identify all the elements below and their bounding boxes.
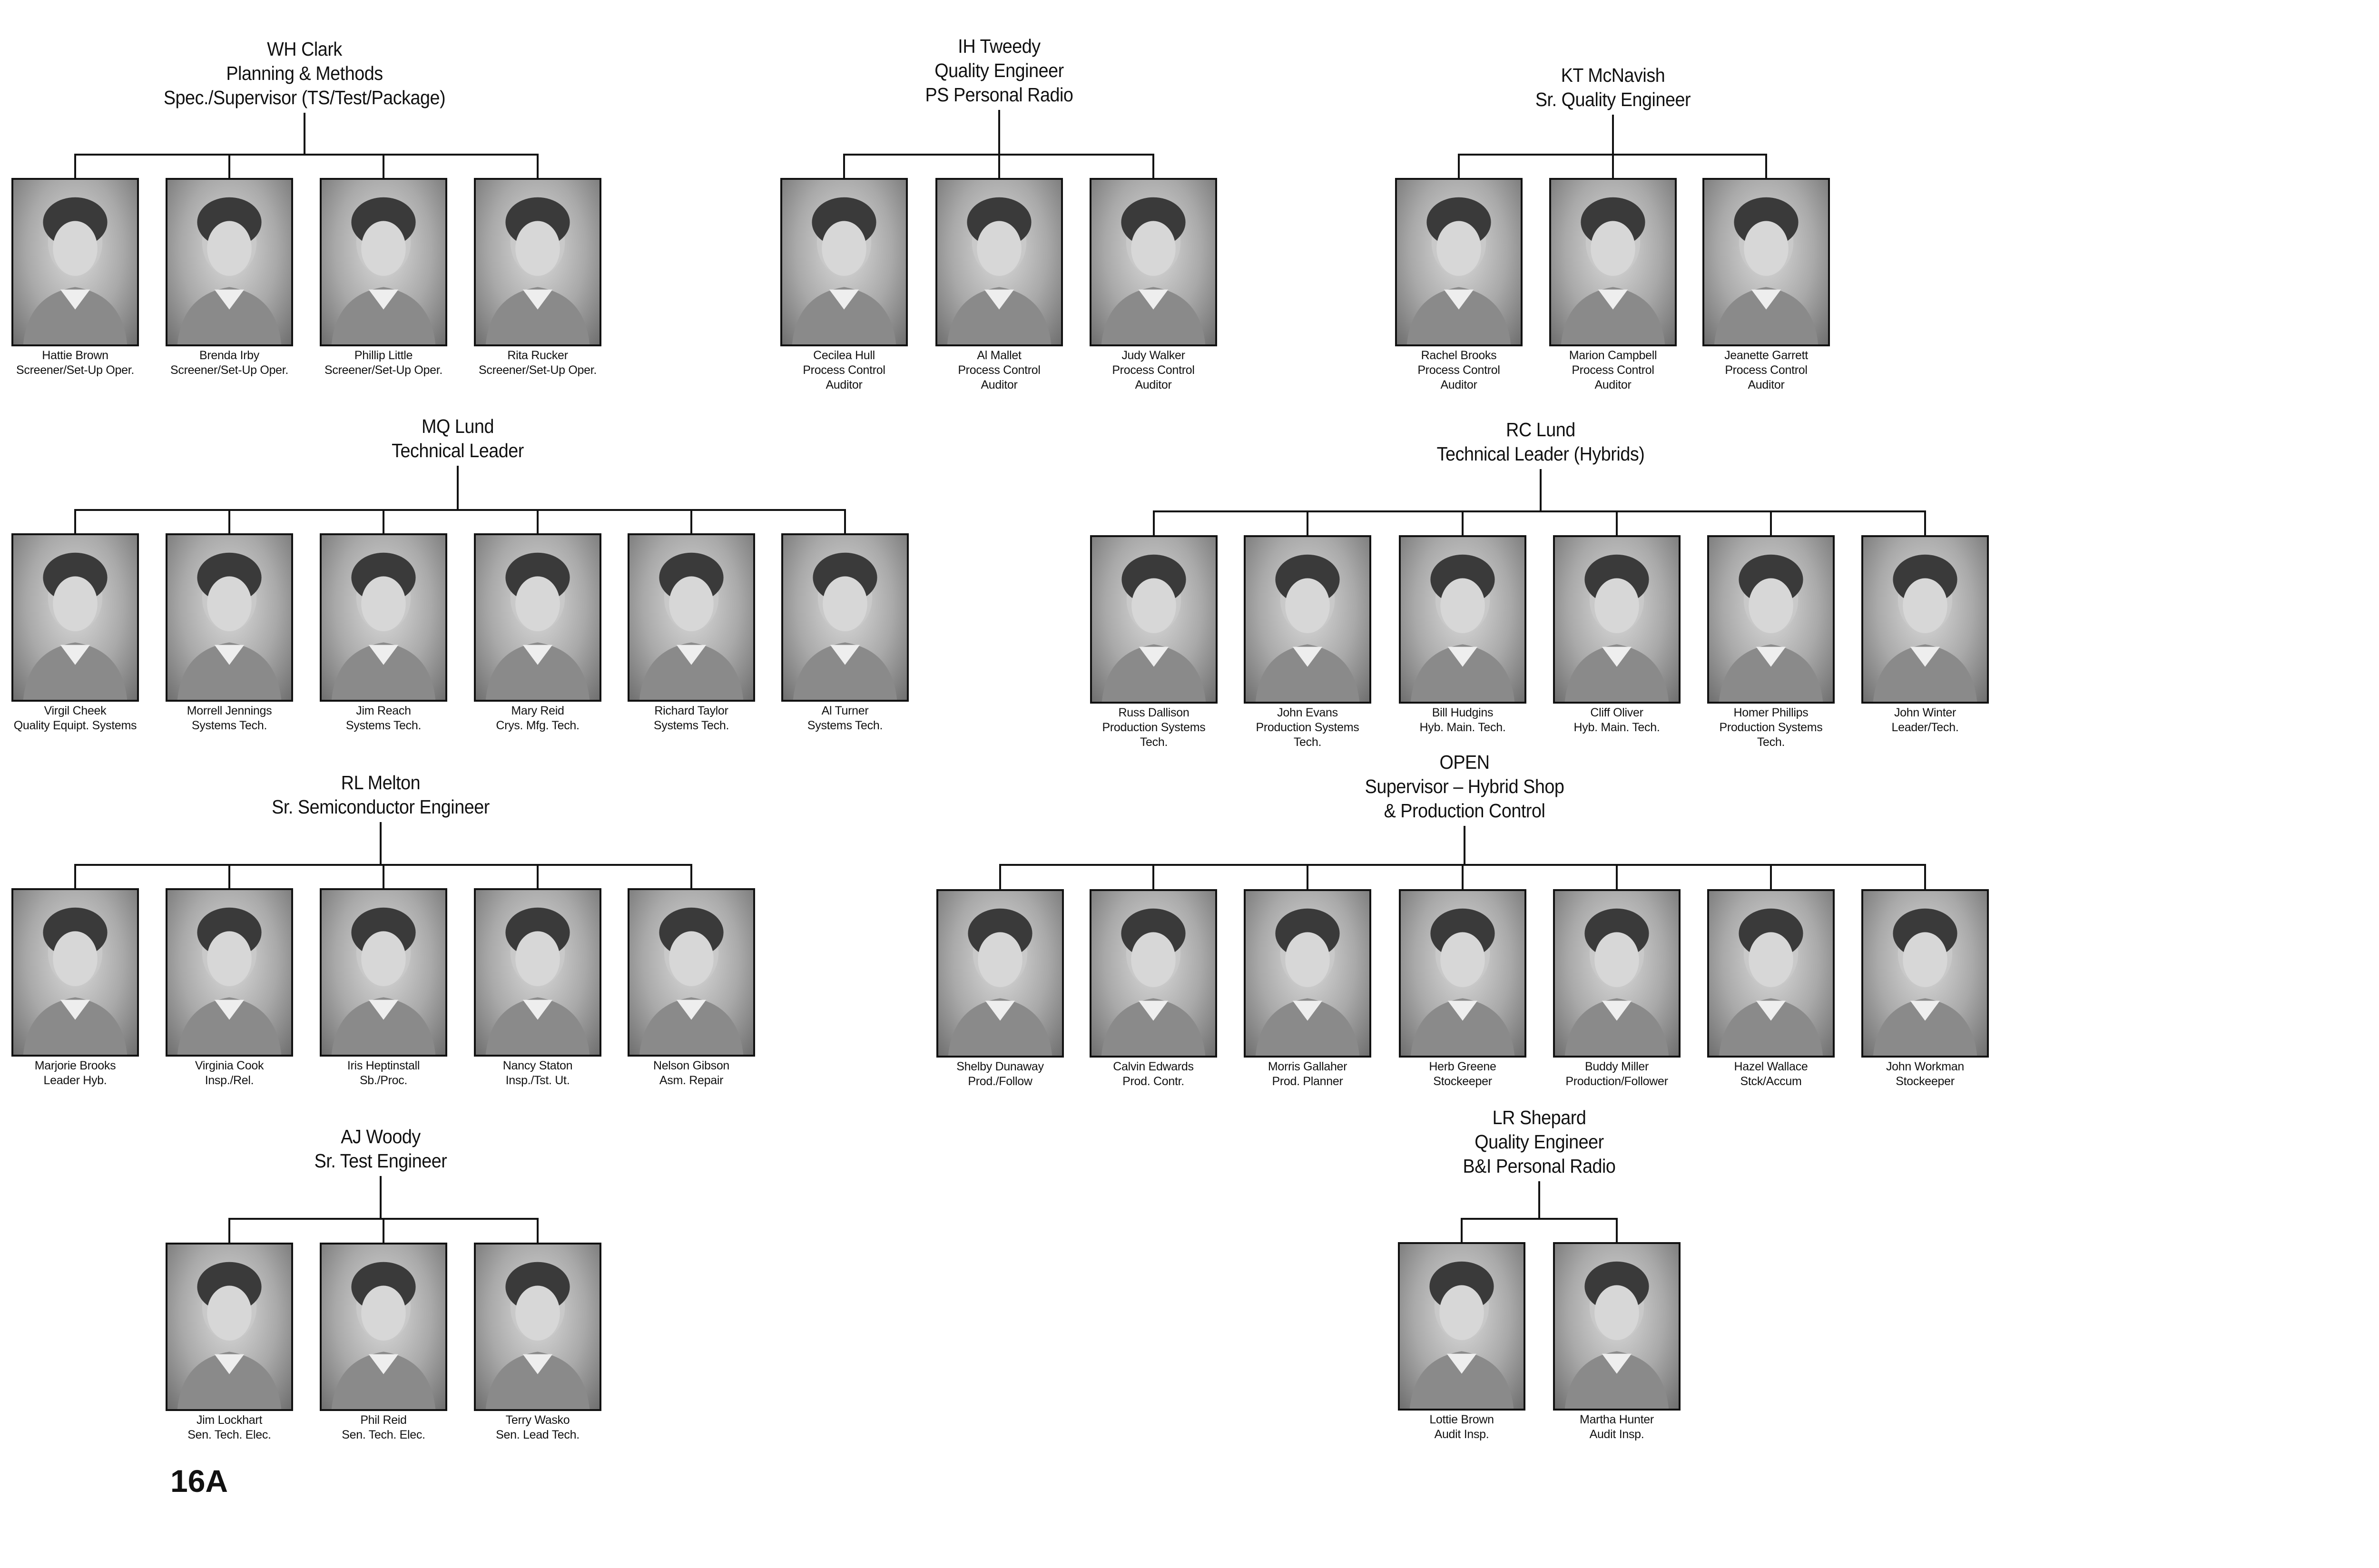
manager-name: RL Melton xyxy=(341,772,421,794)
portrait-photo xyxy=(320,178,447,346)
connector-stem xyxy=(1538,1181,1540,1220)
member-title: Hyb. Main. Tech. xyxy=(1419,721,1506,734)
portrait-photo xyxy=(1395,178,1523,346)
portrait-photo xyxy=(11,888,139,1057)
connector-drop xyxy=(228,510,230,533)
member-caption xyxy=(1229,706,1386,750)
member-caption xyxy=(0,1058,154,1088)
member-name: Mary Reid xyxy=(511,704,564,717)
member-name: Cecilea Hull xyxy=(813,349,875,362)
member-caption xyxy=(305,1058,462,1088)
portrait-photo xyxy=(1861,889,1989,1058)
group-heading xyxy=(118,1125,643,1173)
member-caption xyxy=(0,348,154,378)
member-title: Screener/Set-Up Oper. xyxy=(170,363,288,377)
portrait-photo xyxy=(936,889,1064,1058)
member-title: Audit Insp. xyxy=(1434,1428,1489,1441)
connector-drop xyxy=(383,510,384,533)
member-caption xyxy=(459,1058,616,1088)
member-name: Judy Walker xyxy=(1121,349,1185,362)
member-name: Calvin Edwards xyxy=(1113,1060,1194,1073)
manager-title: Technical Leader (Hybrids) xyxy=(1436,443,1645,465)
member-title: Process Control xyxy=(1725,363,1808,377)
connector-stem xyxy=(1612,115,1614,156)
connector-drop xyxy=(843,155,845,178)
member-title: Leader Hyb. xyxy=(43,1074,107,1087)
member-title: Screener/Set-Up Oper. xyxy=(479,363,597,377)
manager-name: MQ Lund xyxy=(422,415,494,437)
portrait-photo xyxy=(1702,178,1830,346)
member-title: Prod. Planner xyxy=(1272,1075,1343,1088)
portrait-photo xyxy=(166,1243,293,1411)
member-name: Virgil Cheek xyxy=(44,704,107,717)
member-caption xyxy=(1229,1059,1386,1089)
member-caption xyxy=(1380,348,1537,392)
connector-drop xyxy=(1458,155,1460,178)
member-title: Systems Tech. xyxy=(807,719,883,732)
connector-bar xyxy=(1153,510,1926,512)
group-heading xyxy=(42,37,567,110)
member-caption xyxy=(1538,1412,1695,1442)
member-caption xyxy=(1847,1059,2004,1089)
member-name: Russ Dallison xyxy=(1118,706,1190,719)
manager-title: Sr. Semiconductor Engineer xyxy=(272,796,490,818)
member-title: Auditor xyxy=(826,378,863,392)
connector-drop xyxy=(74,510,76,533)
group-heading xyxy=(1277,1106,1802,1178)
connector-drop xyxy=(690,865,692,888)
member-name: Herb Greene xyxy=(1429,1060,1496,1073)
member-name: Martha Hunter xyxy=(1580,1413,1654,1426)
manager-title: Quality Engineer xyxy=(1475,1131,1604,1153)
member-title: Tech. xyxy=(1140,735,1168,749)
connector-stem xyxy=(457,466,459,511)
manager-name: KT McNavish xyxy=(1561,64,1665,86)
member-caption xyxy=(0,704,154,733)
manager-title: Technical Leader xyxy=(392,440,524,461)
manager-title: Supervisor – Hybrid Shop xyxy=(1365,775,1564,797)
portrait-photo xyxy=(1399,889,1526,1058)
member-caption xyxy=(459,1413,616,1442)
member-title: Auditor xyxy=(981,378,1018,392)
portrait-photo xyxy=(628,888,755,1057)
portrait-photo xyxy=(1549,178,1677,346)
group-heading xyxy=(737,34,1262,107)
member-name: Hazel Wallace xyxy=(1734,1060,1808,1073)
portrait-photo xyxy=(474,888,601,1057)
manager-title: Sr. Test Engineer xyxy=(314,1150,447,1172)
member-title: Asm. Repair xyxy=(659,1074,724,1087)
portrait-photo xyxy=(1244,889,1371,1058)
member-name: John Winter xyxy=(1894,706,1956,719)
portrait-photo xyxy=(935,178,1063,346)
manager-name: RC Lund xyxy=(1506,419,1575,441)
member-title: Tech. xyxy=(1293,735,1322,749)
member-title: Insp./Rel. xyxy=(205,1074,254,1087)
member-name: Marion Campbell xyxy=(1569,349,1657,362)
member-name: Nelson Gibson xyxy=(653,1059,730,1072)
member-title: Screener/Set-Up Oper. xyxy=(324,363,442,377)
portrait-photo xyxy=(474,178,601,346)
member-title: Auditor xyxy=(1748,378,1785,392)
member-caption xyxy=(1075,1059,1232,1089)
connector-drop xyxy=(1152,865,1154,889)
connector-drop xyxy=(383,865,384,888)
member-name: Hattie Brown xyxy=(42,349,108,362)
member-caption xyxy=(151,1058,308,1088)
member-name: Al Mallet xyxy=(977,349,1022,362)
member-title: Process Control xyxy=(958,363,1041,377)
member-name: Virginia Cook xyxy=(195,1059,264,1072)
connector-drop xyxy=(844,510,846,533)
member-name: Jim Reach xyxy=(356,704,411,717)
connector-drop xyxy=(1152,155,1154,178)
portrait-photo xyxy=(166,178,293,346)
member-title: Audit Insp. xyxy=(1589,1428,1644,1441)
group-heading xyxy=(1278,418,1803,466)
connector-drop xyxy=(1153,511,1155,535)
manager-name: WH Clark xyxy=(267,38,342,60)
member-name: Richard Taylor xyxy=(654,704,728,717)
member-caption xyxy=(151,704,308,733)
member-title: Auditor xyxy=(1594,378,1632,392)
manager-name: IH Tweedy xyxy=(958,35,1041,57)
member-caption xyxy=(305,704,462,733)
group-heading xyxy=(118,771,643,819)
connector-drop xyxy=(228,865,230,888)
member-title: Production Systems xyxy=(1719,721,1823,734)
portrait-photo xyxy=(166,888,293,1057)
portrait-photo xyxy=(1398,1242,1525,1411)
connector-drop xyxy=(1616,511,1618,535)
member-name: Morrell Jennings xyxy=(187,704,272,717)
connector-drop xyxy=(1307,865,1308,889)
member-caption xyxy=(921,348,1078,392)
member-caption xyxy=(1534,348,1691,392)
member-caption xyxy=(1075,706,1232,750)
connector-drop xyxy=(1765,155,1767,178)
connector-drop xyxy=(537,510,539,533)
member-title: Auditor xyxy=(1440,378,1477,392)
group-heading xyxy=(1350,63,1876,112)
portrait-photo xyxy=(11,178,139,346)
member-title: Process Control xyxy=(1417,363,1500,377)
portrait-photo xyxy=(1399,535,1526,704)
portrait-photo xyxy=(1553,889,1681,1058)
connector-stem xyxy=(380,822,382,866)
manager-name: LR Shepard xyxy=(1492,1107,1586,1128)
portrait-photo xyxy=(1707,535,1835,704)
portrait-photo xyxy=(320,888,447,1057)
member-name: Lottie Brown xyxy=(1429,1413,1494,1426)
connector-drop xyxy=(383,155,384,178)
member-title: Leader/Tech. xyxy=(1891,721,1959,734)
member-caption xyxy=(1075,348,1232,392)
member-title: Sen. Tech. Elec. xyxy=(187,1428,271,1441)
portrait-photo xyxy=(320,1243,447,1411)
page-number: 16A xyxy=(170,1463,228,1499)
connector-drop xyxy=(537,1219,539,1243)
manager-title: Spec./Supervisor (TS/Test/Package) xyxy=(163,87,446,108)
member-name: Nancy Staton xyxy=(502,1059,573,1072)
member-caption xyxy=(305,348,462,378)
member-title: Insp./Tst. Ut. xyxy=(505,1074,570,1087)
member-caption xyxy=(1384,706,1541,735)
connector-drop xyxy=(1462,511,1464,535)
connector-drop xyxy=(1307,511,1308,535)
portrait-photo xyxy=(781,533,909,702)
member-title: Stockeeper xyxy=(1896,1075,1955,1088)
connector-drop xyxy=(537,865,539,888)
member-caption xyxy=(766,348,923,392)
connector-bar xyxy=(74,509,846,511)
member-caption xyxy=(613,1058,770,1088)
member-caption xyxy=(1692,706,1849,750)
manager-title: Quality Engineer xyxy=(934,59,1064,81)
member-name: Terry Wasko xyxy=(505,1413,570,1427)
manager-title: B&I Personal Radio xyxy=(1463,1155,1616,1177)
member-title: Sb./Proc. xyxy=(359,1074,408,1087)
connector-drop xyxy=(228,1219,230,1243)
member-title: Tech. xyxy=(1757,735,1785,749)
member-title: Systems Tech. xyxy=(653,719,729,732)
connector-drop xyxy=(537,155,539,178)
member-name: Homer Phillips xyxy=(1733,706,1809,719)
member-title: Systems Tech. xyxy=(191,719,267,732)
member-name: Brenda Irby xyxy=(199,349,259,362)
connector-drop xyxy=(383,1219,384,1243)
portrait-photo xyxy=(1244,535,1371,704)
manager-name: OPEN xyxy=(1439,751,1490,773)
member-title: Prod. Contr. xyxy=(1122,1075,1184,1088)
portrait-photo xyxy=(1090,535,1218,704)
member-caption xyxy=(1538,706,1695,735)
member-title: Stck/Accum xyxy=(1740,1075,1802,1088)
member-title: Process Control xyxy=(1572,363,1654,377)
connector-drop xyxy=(1612,155,1614,178)
member-caption xyxy=(1384,1059,1541,1089)
portrait-photo xyxy=(1553,1242,1681,1411)
member-name: Buddy Miller xyxy=(1585,1060,1649,1073)
portrait-photo xyxy=(474,533,601,702)
member-name: Phil Reid xyxy=(360,1413,407,1427)
member-caption xyxy=(1383,1412,1540,1442)
connector-drop xyxy=(1616,1219,1618,1242)
connector-bar xyxy=(74,154,539,156)
member-title: Systems Tech. xyxy=(345,719,422,732)
connector-drop xyxy=(1461,1219,1463,1242)
group-heading xyxy=(195,414,720,463)
manager-title: & Production Control xyxy=(1384,800,1545,822)
member-name: Bill Hudgins xyxy=(1432,706,1494,719)
member-name: Morris Gallaher xyxy=(1268,1060,1347,1073)
member-name: John Workman xyxy=(1886,1060,1965,1073)
connector-drop xyxy=(998,155,1000,178)
member-title: Hyb. Main. Tech. xyxy=(1573,721,1660,734)
member-name: Rita Rucker xyxy=(507,349,568,362)
portrait-photo xyxy=(166,533,293,702)
connector-drop xyxy=(1770,511,1772,535)
member-title: Process Control xyxy=(1112,363,1195,377)
member-caption xyxy=(613,704,770,733)
member-caption xyxy=(1688,348,1845,392)
connector-bar xyxy=(1461,1218,1618,1220)
portrait-photo xyxy=(1861,535,1989,704)
member-caption xyxy=(151,348,308,378)
member-name: Al Turner xyxy=(821,704,869,717)
member-title: Prod./Follow xyxy=(968,1075,1032,1088)
portrait-photo xyxy=(628,533,755,702)
member-name: John Evans xyxy=(1277,706,1338,719)
member-title: Production Systems xyxy=(1256,721,1359,734)
member-title: Production Systems xyxy=(1102,721,1206,734)
member-name: Cliff Oliver xyxy=(1590,706,1643,719)
member-caption xyxy=(459,348,616,378)
member-title: Production/Follower xyxy=(1565,1075,1668,1088)
portrait-photo xyxy=(1553,535,1681,704)
member-title: Screener/Set-Up Oper. xyxy=(16,363,134,377)
member-title: Process Control xyxy=(803,363,885,377)
member-caption xyxy=(922,1059,1079,1089)
manager-title: Sr. Quality Engineer xyxy=(1535,88,1691,110)
portrait-photo xyxy=(780,178,908,346)
member-name: Shelby Dunaway xyxy=(956,1060,1044,1073)
member-title: Stockeeper xyxy=(1433,1075,1492,1088)
member-title: Sen. Lead Tech. xyxy=(496,1428,580,1441)
connector-drop xyxy=(74,155,76,178)
connector-drop xyxy=(74,865,76,888)
manager-title: PS Personal Radio xyxy=(925,84,1073,106)
connector-drop xyxy=(999,865,1001,889)
connector-drop xyxy=(228,155,230,178)
member-caption xyxy=(305,1413,462,1442)
member-name: Rachel Brooks xyxy=(1421,349,1497,362)
connector-stem xyxy=(1540,469,1542,512)
portrait-photo xyxy=(1707,889,1835,1058)
member-caption xyxy=(767,704,924,733)
member-title: Sen. Tech. Elec. xyxy=(342,1428,425,1441)
group-heading xyxy=(1202,750,1727,823)
member-name: Iris Heptinstall xyxy=(347,1059,420,1072)
manager-title: Planning & Methods xyxy=(226,62,383,84)
connector-stem xyxy=(1464,826,1465,866)
member-name: Marjorie Brooks xyxy=(34,1059,116,1072)
member-name: Jim Lockhart xyxy=(196,1413,263,1427)
connector-drop xyxy=(1462,865,1464,889)
connector-stem xyxy=(304,113,305,156)
connector-stem xyxy=(380,1176,382,1220)
portrait-photo xyxy=(320,533,447,702)
member-caption xyxy=(151,1413,308,1442)
portrait-photo xyxy=(474,1243,601,1411)
connector-drop xyxy=(690,510,692,533)
portrait-photo xyxy=(1090,178,1217,346)
portrait-photo xyxy=(11,533,139,702)
portrait-photo xyxy=(1090,889,1217,1058)
connector-stem xyxy=(998,110,1000,156)
member-title: Crys. Mfg. Tech. xyxy=(496,719,580,732)
member-caption xyxy=(1538,1059,1695,1089)
manager-name: AJ Woody xyxy=(341,1126,421,1147)
member-caption xyxy=(459,704,616,733)
member-name: Phillip Little xyxy=(354,349,413,362)
member-name: Jeanette Garrett xyxy=(1724,349,1808,362)
connector-drop xyxy=(1924,865,1926,889)
connector-drop xyxy=(1770,865,1772,889)
connector-drop xyxy=(1616,865,1618,889)
member-caption xyxy=(1692,1059,1849,1089)
member-title: Quality Equipt. Systems xyxy=(13,719,137,732)
connector-drop xyxy=(1924,511,1926,535)
member-caption xyxy=(1847,706,2004,735)
member-title: Auditor xyxy=(1135,378,1172,392)
